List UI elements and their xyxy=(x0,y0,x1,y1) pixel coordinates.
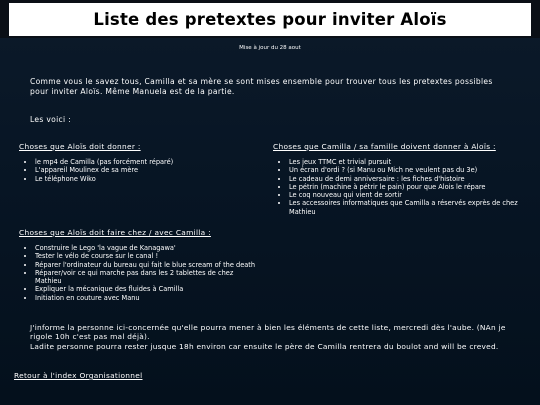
list-item: • Construire le Lego 'la vague de Kanagawa' xyxy=(35,244,259,252)
item-list xyxy=(19,244,259,302)
list-item: • Réparer/voir ce qui marche pas dans les 2 tablettes de chez Mathieu xyxy=(35,269,259,286)
conclusion-line: Ladite personne pourra rester jusque 18h environ car ensuite le père de Camilla rentrera du boulot and will be creved. xyxy=(30,341,499,351)
back-to-index-link[interactable]: Retour à l'index Organisationnel xyxy=(14,371,143,380)
list-item: • Le cadeau de demi anniversaire : les fiches d'histoire xyxy=(289,175,523,183)
list-item: • Initiation en couture avec Manu xyxy=(35,294,259,302)
item-list xyxy=(273,158,523,216)
list-item: • Les jeux TTMC et trivial pursuit xyxy=(289,158,523,166)
voici-label: Les voici : xyxy=(30,115,71,124)
section-camilla-donne xyxy=(273,142,523,216)
intro-paragraph: Comme vous le savez tous, Camilla et sa mère se sont mises ensemble pour trouver tous les pretextes possibles pour inviter Aloïs. Même Manuela est de la partie. xyxy=(30,77,493,96)
conclusion-line: J'informe la personne ici-concernée qu'elle pourra mener à bien les éléments de cette liste, mercredi dès l'aube. (NAn je rigole 10h c'est pas mal déjà). xyxy=(30,323,506,342)
section-heading: Choses que Camilla / sa famille doivent donner à Aloïs : xyxy=(273,142,496,151)
section-heading: Choses que Aloïs doit donner : xyxy=(19,142,141,151)
list-item: • Tester le vélo de course sur le canal ! xyxy=(35,252,259,260)
list-item: • Expliquer la mécanique des fluides à Camilla xyxy=(35,285,259,293)
list-item: • Réparer l'ordinateur du bureau qui fait le blue scream of the death xyxy=(35,261,259,269)
update-note: Mise à jour du 28 aout xyxy=(239,45,301,51)
list-item: • L'appareil Moulinex de sa mère xyxy=(35,166,249,174)
section-heading: Choses que Aloïs doit faire chez / avec Camilla : xyxy=(19,228,211,237)
section-alois-fait xyxy=(19,228,259,302)
page-title: Liste des pretextes pour inviter Aloïs xyxy=(9,3,531,36)
item-list xyxy=(19,158,249,183)
title-band xyxy=(0,0,540,38)
list-item: • Le pétrin (machine à pétrir le pain) pour que Alois le répare xyxy=(289,183,523,191)
conclusion-paragraph xyxy=(30,323,512,351)
list-item: • Le coq nouveau qui vient de sortir xyxy=(289,191,523,199)
list-item: • Un écran d'ordi ? (si Manu ou Mich ne veulent pas du 3e) xyxy=(289,166,523,174)
section-alois-donne xyxy=(19,142,249,183)
list-item: • le mp4 de Camilla (pas forcément réparé) xyxy=(35,158,249,166)
list-item: • Le téléphone Wiko xyxy=(35,175,249,183)
list-item: • Les accessoires informatiques que Camilla a réservés exprès de chez Mathieu xyxy=(289,199,523,216)
